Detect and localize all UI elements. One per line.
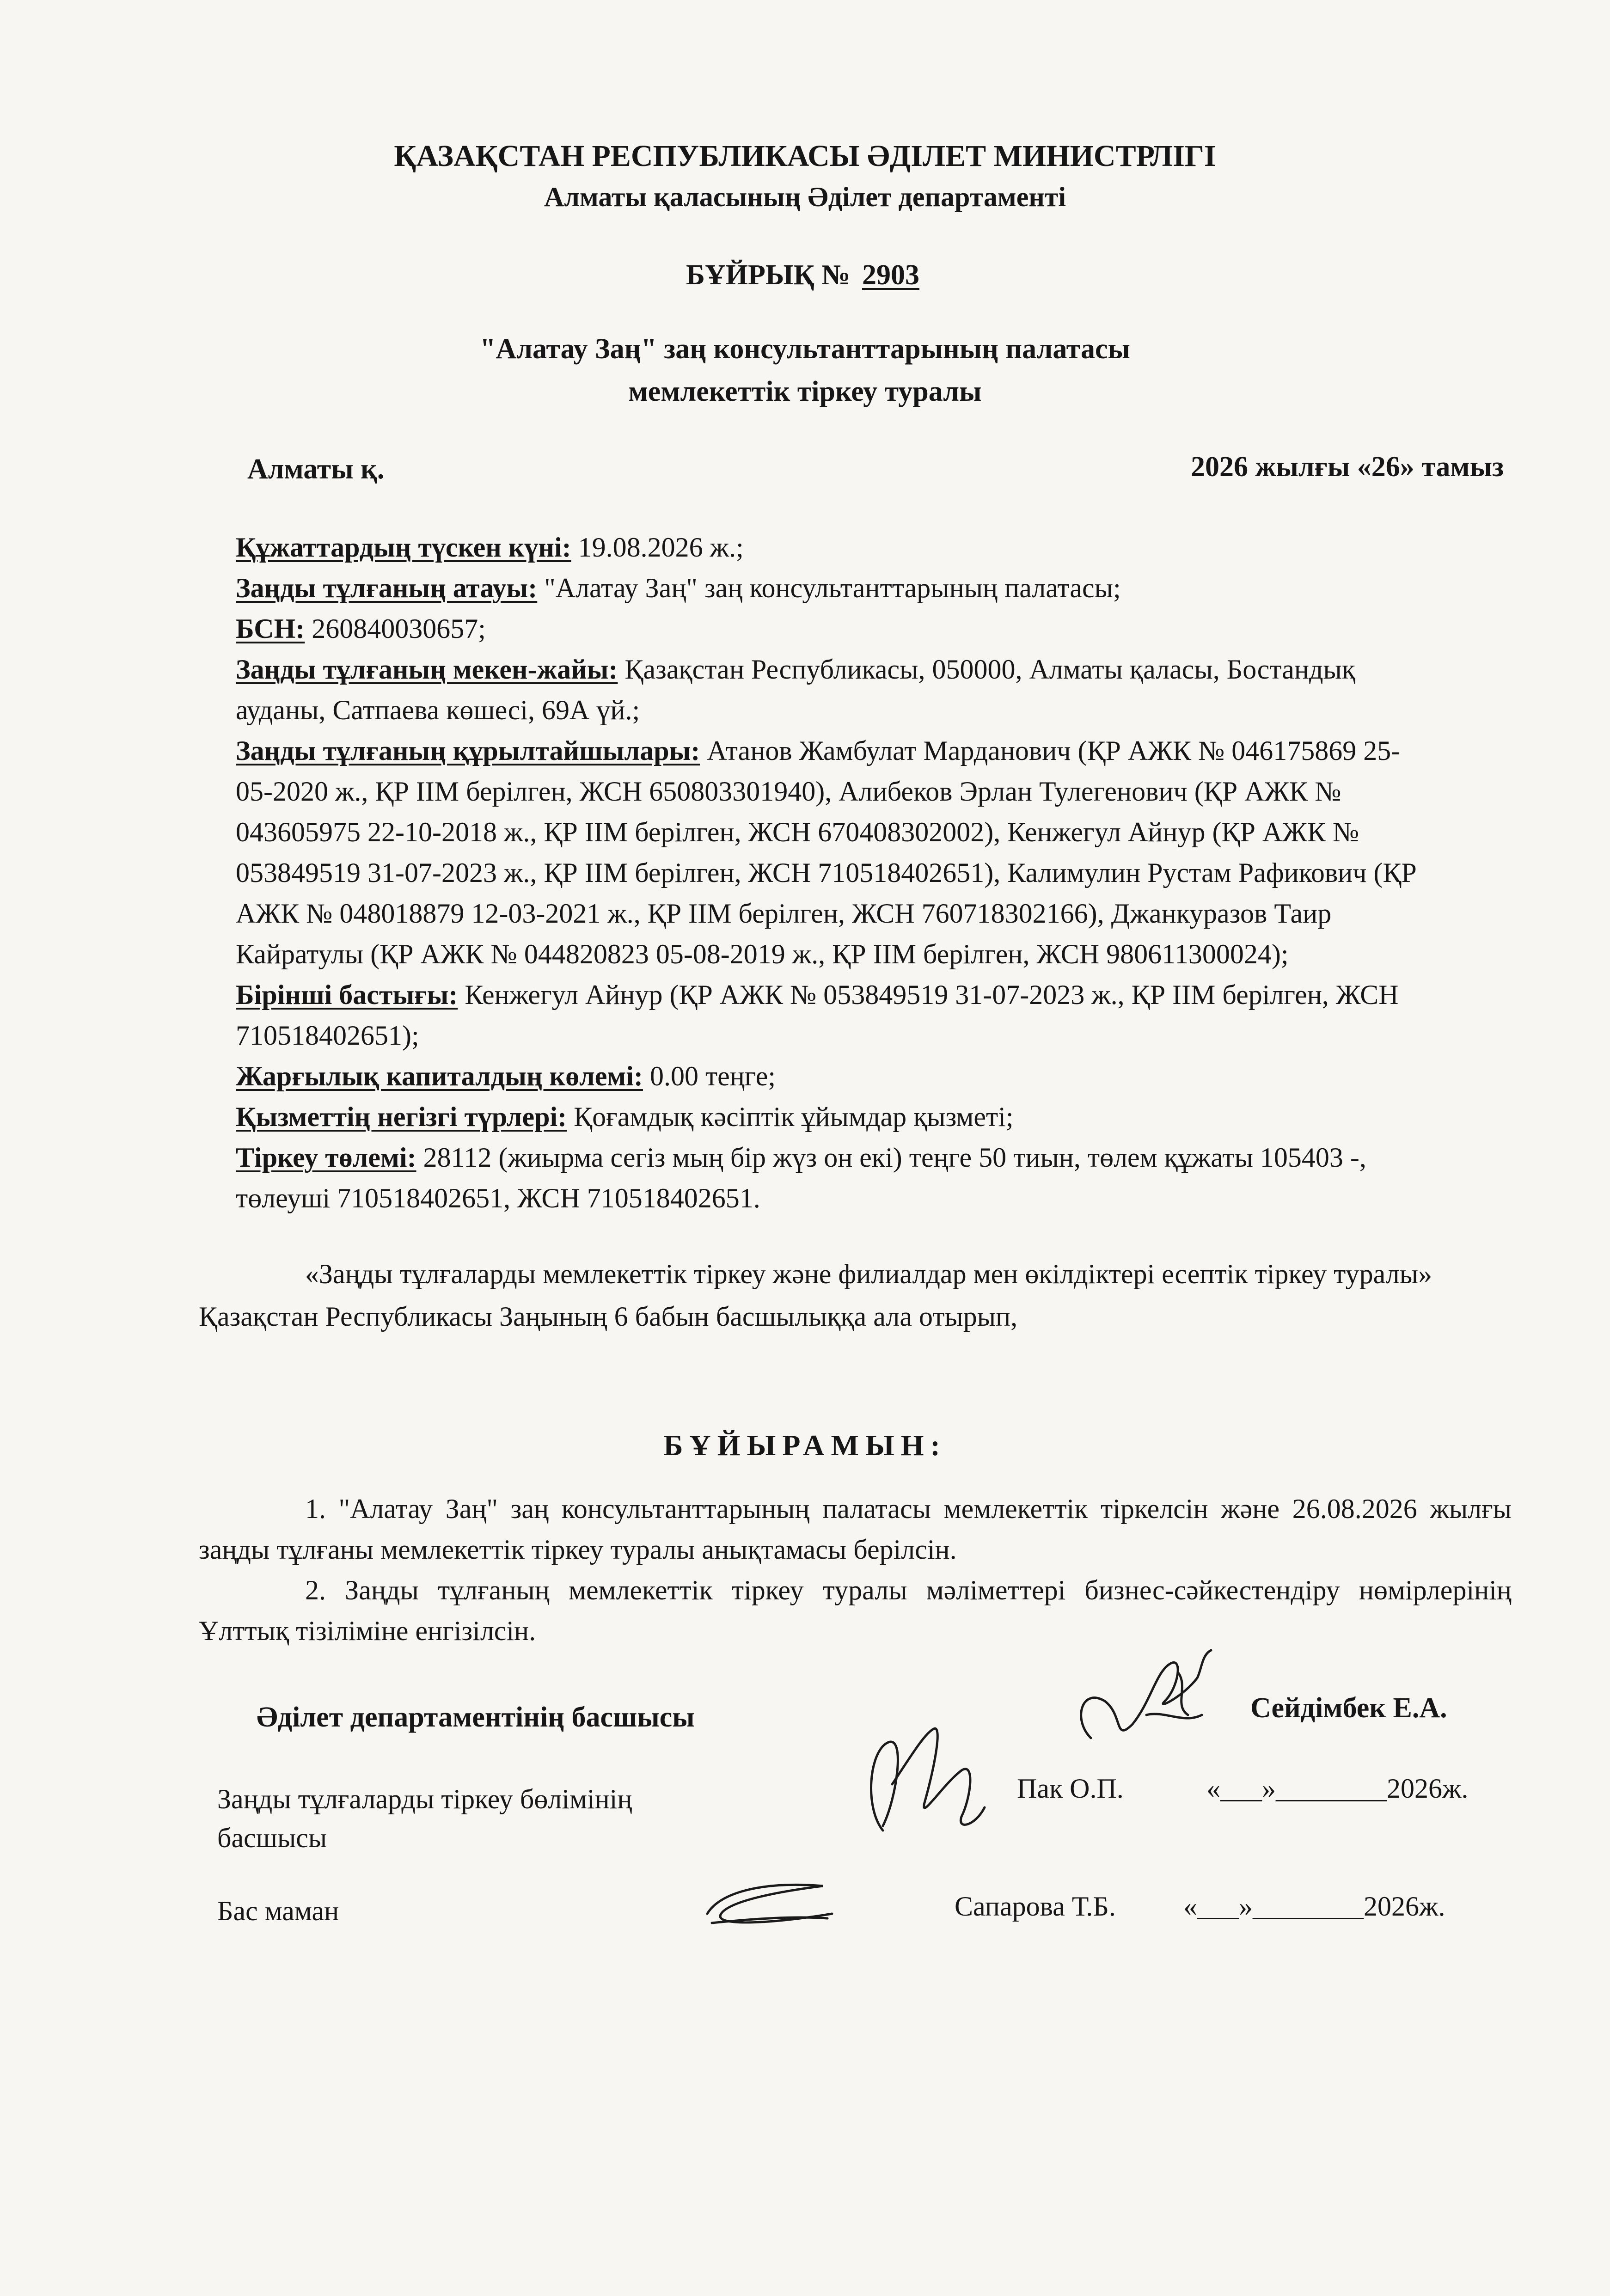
order-subject-line1: "Алатау Заң" заң консультанттарының палатасы xyxy=(480,333,1130,365)
fee-row xyxy=(199,1137,1433,1218)
name-label: Заңды тұлғаның атауы: xyxy=(236,573,538,603)
activity-value: Қоғамдық кәсіптік ұйымдар қызметі; xyxy=(567,1102,1014,1132)
address-label: Заңды тұлғаның мекен-жайы: xyxy=(236,654,618,685)
commands-title: БҰЙЫРАМЫН: xyxy=(663,1429,947,1462)
order-label: БҰЙРЫҚ № xyxy=(686,259,851,291)
bin-label: БСН: xyxy=(236,613,305,644)
head-value: Кенжегул Айнур (ҚР АЖК № 053849519 31-07-2023 ж., ҚР ІІМ берілген, ЖСН 710518402651); xyxy=(236,980,1399,1051)
bin-value: 260840030657; xyxy=(305,613,486,644)
department-header: Алматы қаласының Әділет департаменті xyxy=(544,182,1066,212)
registration-details xyxy=(199,527,1433,1218)
activity-label: Қызметтің негізгі түрлері: xyxy=(236,1102,567,1132)
capital-row xyxy=(199,1056,1433,1096)
head-signatory-name: Сейдімбек Е.А. xyxy=(1250,1692,1447,1724)
head-signatory-title: Әділет департаментінің басшысы xyxy=(257,1702,695,1733)
address-row xyxy=(199,649,1433,730)
received-value: 19.08.2026 ж.; xyxy=(571,532,744,563)
founders-value: Атанов Жамбулат Марданович (ҚР АЖК № 046175869 25-05-2020 ж., ҚР ІІМ берілген, ЖСН 650803301940), Алибеков Эрлан Тулегенович (ҚР АЖК № 043605975 22-10-2018 ж., ҚР ІІМ берілген, ЖСН 670408302002), Кенжегул Айнур (ҚР АЖК № 053849519 31-07-2023 ж., ҚР ІІМ берілген, ЖСН 710518402651), Калимулин Рустам Рафикович (ҚР АЖК № 048018879 12-03-2021 ж., ҚР ІІМ берілген, ЖСН 760718302166), Джанкуразов Таир Кайратулы (ҚР АЖК № 044820823 05-08-2019 ж., ҚР ІІМ берілген, ЖСН 980611300024); xyxy=(236,735,1417,969)
activity-row xyxy=(199,1096,1433,1137)
order-subject-line2: мемлекеттік тіркеу туралы xyxy=(628,376,982,407)
order-item-1: 1. "Алатау Заң" заң консультанттарының палатасы мемлекеттік тіркелсін және 26.08.2026 жылғы заңды тұлғаны мемлекеттік тіркеу туралы анықтамасы берілсін. xyxy=(199,1494,1512,1565)
bin-row xyxy=(199,608,1433,649)
order-place: Алматы қ. xyxy=(247,453,385,485)
order-item-2: 2. Заңды тұлғаның мемлекеттік тіркеу туралы мәліметтері бизнес-сәйкестендіру нөмірлерінің Ұлттық тізіліміне енгізілсін. xyxy=(199,1575,1512,1646)
order-items xyxy=(199,1488,1512,1651)
ministry-header: ҚАЗАҚСТАН РЕСПУБЛИКАСЫ ӘДІЛЕТ МИНИСТРЛІГІ xyxy=(394,139,1216,173)
chief-specialist-title: Бас маман xyxy=(217,1896,339,1926)
name-row xyxy=(199,568,1433,608)
chief-specialist-signature-image xyxy=(693,1872,841,1939)
fee-value: 28112 (жиырма сегіз мың бір жүз он екі) теңге 50 тиын, төлем құжаты 105403 -, төлеуші 710518402651, ЖСН 710518402651. xyxy=(236,1142,1366,1213)
capital-value: 0.00 теңге; xyxy=(643,1061,776,1091)
chief-specialist-date-line: «___»________2026ж. xyxy=(1183,1891,1445,1922)
order-date: 2026 жылғы «26» тамыз xyxy=(1191,451,1504,483)
registration-unit-head-name: Пак О.П. xyxy=(1017,1773,1124,1804)
founders-label: Заңды тұлғаның құрылтайшылары: xyxy=(236,735,700,766)
registration-unit-signature-image xyxy=(855,1715,994,1847)
registration-unit-head-title: Заңды тұлғаларды тіркеу бөлімінің басшысы xyxy=(217,1784,632,1853)
received-label: Құжаттардың түскен күні: xyxy=(236,532,571,563)
order-number: 2903 xyxy=(862,259,919,291)
preamble-text: «Заңды тұлғаларды мемлекеттік тіркеу және филиалдар мен өкілдіктері есептік тіркеу туралы» Қазақстан Республикасы Заңының 6 бабын басшылыққа ала отырып, xyxy=(199,1259,1432,1332)
chief-specialist-name: Сапарова Т.Б. xyxy=(955,1891,1116,1922)
head-signature-image xyxy=(1063,1646,1230,1754)
name-value: "Алатау Заң" заң консультанттарының палатасы; xyxy=(537,573,1121,603)
registration-unit-date-line: «___»________2026ж. xyxy=(1206,1773,1469,1804)
address-value: Қазақстан Республикасы, 050000, Алматы қаласы, Бостандық ауданы, Сатпаева көшесі, 69А үй.; xyxy=(236,654,1356,725)
head-row xyxy=(199,974,1433,1056)
fee-label: Тіркеу төлемі: xyxy=(236,1142,416,1173)
head-label: Бірінші бастығы: xyxy=(236,980,458,1010)
founders-row xyxy=(199,730,1433,974)
capital-label: Жарғылық капиталдың көлемі: xyxy=(236,1061,643,1091)
order-title xyxy=(0,259,1610,292)
received-row xyxy=(199,527,1433,568)
